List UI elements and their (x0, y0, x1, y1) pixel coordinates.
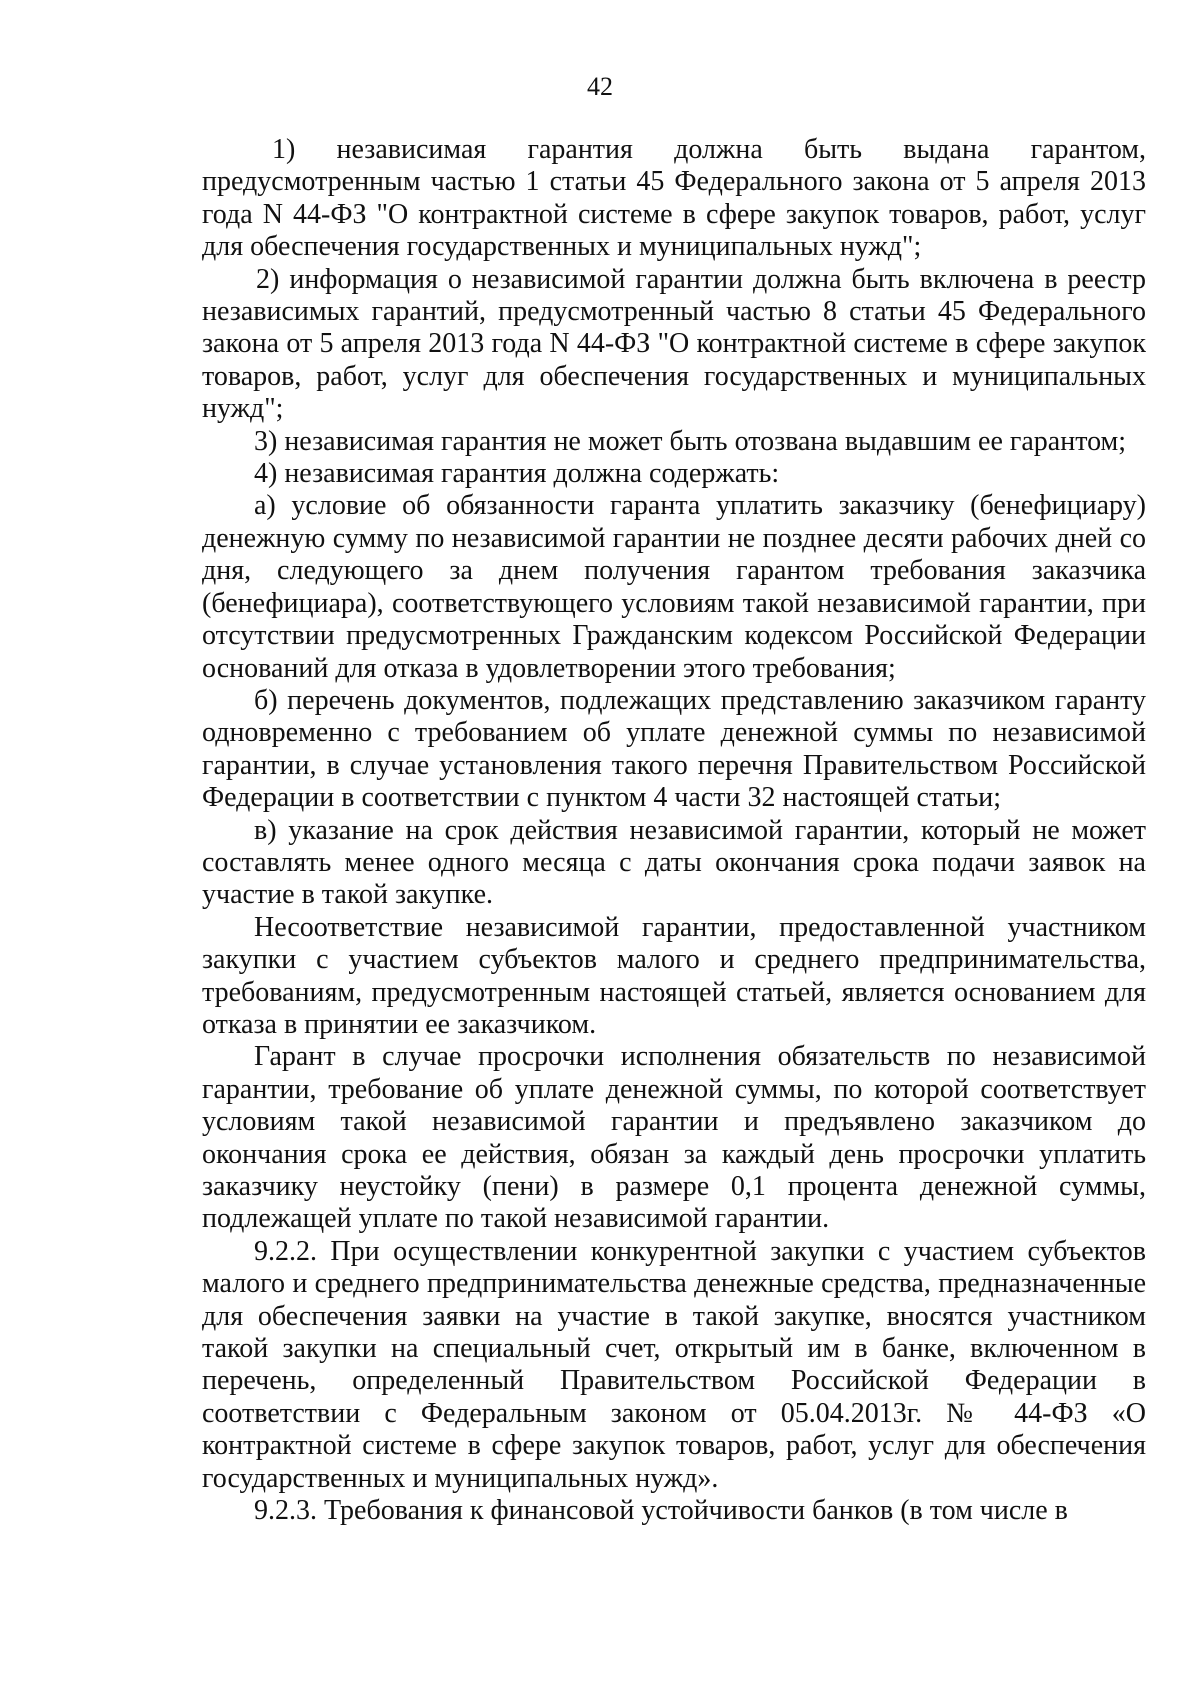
paragraph-item-4: 4) независимая гарантия должна содержать: (254, 458, 780, 490)
paragraph-subitem-v: в) указание на срок действия независимой гарантии, который не может составлять менее одного месяца с даты окончания срока подачи заявок на участие в такой закупке. (202, 814, 1146, 911)
paragraph-item-2: 2) информация о независимой гарантии должна быть включена в реестр независимых гарантий, предусмотренный частью 8 статьи 45 Федерального закона от 5 апреля 2013 года N 44-ФЗ "О контрактной системе в сфере закупок товаров, работ, услуг для обеспечения государственных и муниципальных нужд"; (202, 263, 1146, 425)
paragraph-subitem-b: б) перечень документов, подлежащих представлению заказчиком гаранту одновременно с требованием об уплате денежной суммы по независимой гарантии, в случае установления такого перечня Правительством Российской Федерации в соответствии с пунктом 4 части 32 настоящей статьи; (202, 684, 1146, 814)
document-body (202, 134, 1146, 1527)
paragraph-item-1: 1) независимая гарантия должна быть выдана гарантом, предусмотренным частью 1 статьи 45 Федерального закона от 5 апреля 2013 года N 44-ФЗ "О контрактной системе в сфере закупок товаров, работ, услуг для обеспечения государственных и муниципальных нужд"; (202, 134, 1146, 263)
paragraph-guarantor-penalty: Гарант в случае просрочки исполнения обязательств по независимой гарантии, требование об уплате денежной суммы, по которой соответствует условиям такой независимой гарантии и предъявлено заказчиком до окончания срока ее действия, обязан за каждый день просрочки уплатить заказчику неустойку (пени) в размере 0,1 процента денежной суммы, подлежащей уплате по такой независимой гарантии. (202, 1041, 1146, 1235)
paragraph-section-9-2-3: 9.2.3. Требования к финансовой устойчивости банков (в том числе в (254, 1495, 1068, 1527)
paragraph-section-9-2-2: 9.2.2. При осуществлении конкурентной закупки с участием субъектов малого и среднего предпринимательства денежные средства, предназначенные для обеспечения заявки на участие в такой закупке, вносятся участником такой закупки на специальный счет, открытый им в банке, включенном в перечень, определенный Правительством Российской Федерации в соответствии с Федеральным законом от 05.04.2013г. № 44-ФЗ «О контрактной системе в сфере закупок товаров, работ, услуг для обеспечения государственных и муниципальных нужд». (202, 1235, 1146, 1494)
page-number: 42 (587, 72, 613, 101)
paragraph-item-3: 3) независимая гарантия не может быть отозвана выдавшим ее гарантом; (254, 425, 1127, 457)
paragraph-subitem-a: а) условие об обязанности гаранта уплатить заказчику (бенефициару) денежную сумму по независимой гарантии не позднее десяти рабочих дней со дня, следующего за днем получения гарантом требования заказчика (бенефициара), соответствующего условиям такой независимой гарантии, при отсутствии предусмотренных Гражданским кодексом Российской Федерации оснований для отказа в удовлетворении этого требования; (202, 490, 1146, 684)
paragraph-noncompliance: Несоответствие независимой гарантии, предоставленной участником закупки с участием субъектов малого и среднего предпринимательства, требованиям, предусмотренным настоящей статьей, является основанием для отказа в принятии ее заказчиком. (202, 911, 1146, 1040)
